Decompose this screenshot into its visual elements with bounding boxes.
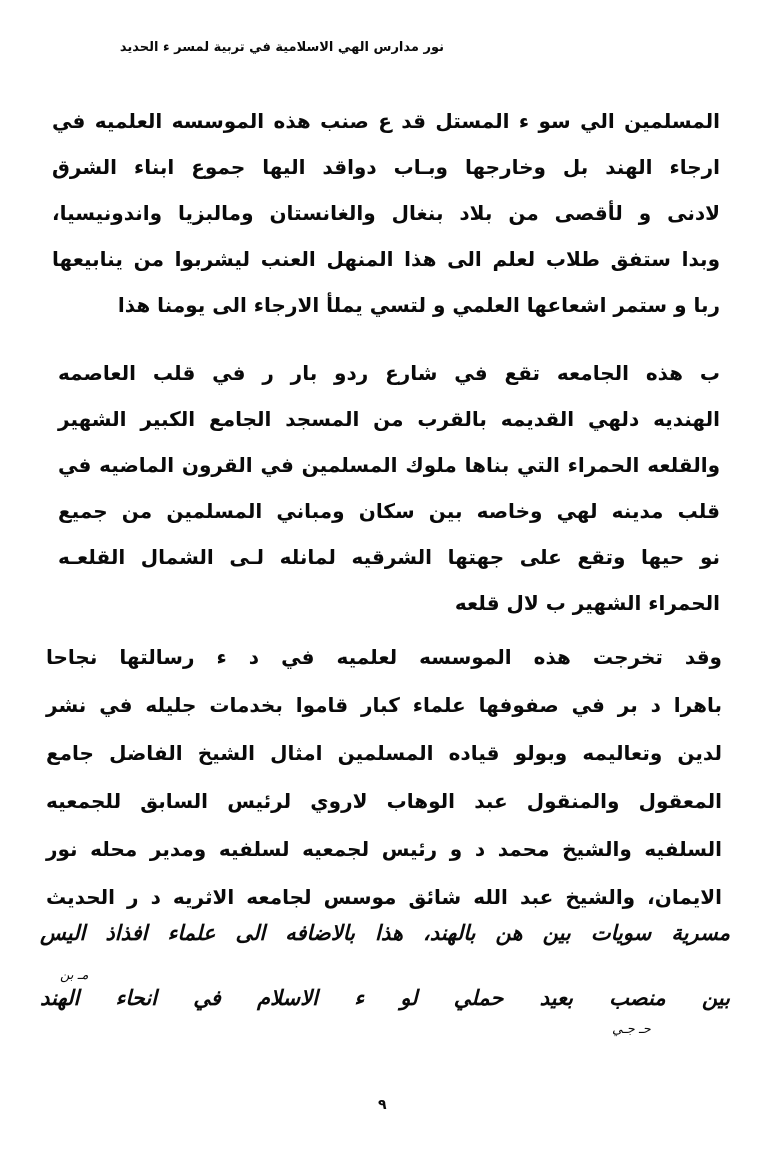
text-line: السلفيه والشيخ محمد د و رئيس لجمعيه لسلفيه ومدير محله نور (46, 837, 722, 861)
text-line: ب هذه الجامعه تقع في شارع ردو بار ر في قلب العاصمه (58, 361, 720, 385)
text-line: الحمراء الشهير ب لال قلعه (454, 591, 720, 615)
text-line: المسلمين الي سو ء المستل قد ع صنب هذه الموسسه العلميه في (52, 109, 720, 133)
paragraph-2 (58, 350, 720, 626)
text-line: ربا و ستمر اشعاعها العلمي و لتسي يملأ الارجاء الى يومنا هذا (117, 293, 720, 317)
running-header: نور مدارس الهي الاسلامية في تربية لمسر ء الحديد (119, 40, 444, 55)
handwritten-line: مسرية سويات بين هن بالهند، هذا بالاضافه الى علماء افذاذ اليس (40, 920, 730, 945)
text-line: والقلعه الحمراء التي بناها ملوك المسلمين في القرون الماضيه في (58, 453, 720, 477)
handwritten-note: مـ بن (60, 968, 89, 983)
text-line: وقد تخرجت هذه الموسسه لعلميه في د ء رسالتها نجاحا (46, 645, 722, 669)
paragraph-1 (52, 98, 720, 328)
text-line: لدين وتعاليمه وبولو قياده المسلمين امثال الشيخ الفاضل جامع (46, 741, 722, 765)
paragraph-3 (46, 633, 722, 921)
text-line: وبدا ستفق طلاب لعلم الى هذا المنهل العنب ليشربوا من ينابيعها (52, 247, 720, 271)
text-line: الايمان، والشيخ عبد الله شائق موسس لجامعه الاثريه د ر الحديث (46, 885, 722, 909)
text-line: قلب مدينه لهي وخاصه بين سكان ومباني المسلمين من جميع (58, 499, 720, 523)
text-line: الهنديه دلهي القديمه بالقرب من المسجد الجامع الكبير الشهير (58, 407, 720, 431)
text-line: المعقول والمنقول عبد الوهاب لاروي لرئيس السابق للجمعيه (46, 789, 722, 813)
handwritten-line: بين منصب بعيد حملي لو ء الاسلام في انحاء الهند (40, 985, 730, 1010)
handwritten-note: حـ جـي (612, 1022, 651, 1037)
text-line: لادنى و لأقصى من بلاد بنغال والغانستان ومالبزيا واندونيسيا، (52, 201, 720, 225)
page-number: ٩ (378, 1097, 387, 1113)
text-line: ارجاء الهند بل وخارجها وبـاب دواقد اليها جموع ابناء الشرق (52, 155, 720, 179)
text-line: نو حيها وتقع على جهتها الشرقيه لمانله لـى الشمال القلعـه (58, 545, 720, 569)
text-line: باهرا د بر في صفوفها علماء كبار قاموا بخدمات جليله في نشر (46, 693, 722, 717)
